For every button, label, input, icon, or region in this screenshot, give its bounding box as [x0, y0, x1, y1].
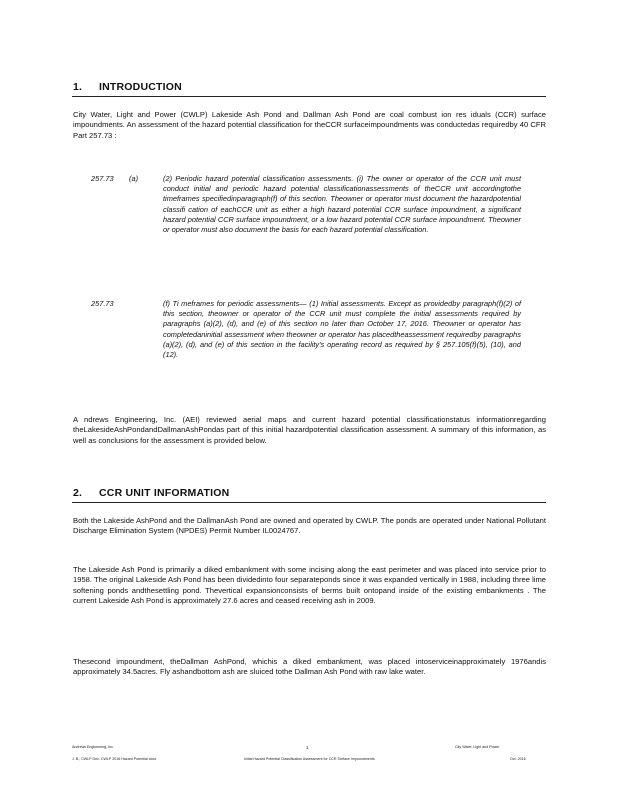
section-1-title: INTRODUCTION [99, 81, 182, 93]
ownership-paragraph: Both the Lakeside AshPond and the DallmanAsh Pond are owned and operated by CWLP. The ponds are operated under National Pollutant Discharge Elimination System (NPDES) Permit Number IL0024767. [73, 516, 546, 536]
lakeside-paragraph: The Lakeside Ash Pond is primarily a diked embankment with some incising along the east perimeter and was placed into service prior to 1958. The original Lakeside Ash Pond has been dividedinto four separateponds since it was expanded vertically in 1988, including three lime softening ponds andthesettling pond. Thevertical expansionconsists of berms built ontopand inside of the existing embankments . The current Lakeside Ash Pond is approximately 27.6 acres and ceased receiving ash in 2009. [73, 565, 546, 605]
section-1-heading [73, 81, 182, 93]
footer-page-number: 1 [306, 745, 309, 750]
quote-1-text: (2) Periodic hazard potential classification assessments. (i) The owner or operator of the CCR unit must conduct initial and periodic hazard potential classificationassessments of theCCR unit accordingtothe timeframes specifiedinparagraph(f) of this section. Theowner or operator must document the hazardpotential classifi cation of eachCCR unit as either a high hazard potential CCR surface impoundment, a significant hazard potential CCR surface impoundment, or a low hazard potential CCR surface impoundment. Theowner or operator must also document the basis for each hazard potential classification. [163, 174, 521, 235]
regulation-quote-1 [91, 174, 521, 235]
footer-company: Andrews Engineering, Inc. [72, 745, 114, 749]
section-1-rule [72, 96, 546, 97]
section-2-number: 2. [73, 487, 83, 499]
quote-2-reference: 257.73 [91, 299, 114, 308]
footer-filename: J. B., CWLP Dec. CWLP 2016 Hazard Potential docx [72, 757, 157, 761]
intro-paragraph: City Water, Light and Power (CWLP) Lakeside Ash Pond and Dallman Ash Pond are coal combust ion res iduals (CCR) surface impoundments. An assessment of the hazard potential classification for theCCR surfaceimpoundments was conductedas requiredby 40 CFR Part 257.73 : [73, 110, 546, 140]
section-2-title: CCR UNIT INFORMATION [99, 487, 230, 499]
quote-1-subsection: (a) [129, 174, 139, 183]
footer-document-title: Initial Hazard Potential Classification Assessment for CCR Surface Impoundments [244, 757, 375, 761]
quote-2-text: (f) Ti meframes for periodic assessments— (1) Initial assessments. Except as providedby paragraph(f)(2) of this section, theowner or operator of the CCR unit must complete the initial assessments required by paragraphs (a)(2), (d), and (e) of this section no later than October 17, 2016. Theowner or operator has completedaninitial assessment when theowner or operator has placedtheassessment requiredby paragraphs (a)(2), (d), and (e) of this section in the facility's operating record as required by § 257.105(f)(5), (10), and (12). [163, 299, 521, 360]
section-1-number: 1. [73, 81, 83, 93]
quote-1-reference: 257.73 [91, 174, 114, 183]
closing-paragraph: A ndrews Engineering, Inc. (AEI) reviewed aerial maps and current hazard potential classificationstatus informationregarding theLakesideAshPondandDallmanAshPondas part of this initial hazardpotential classification assessment. A summary of this information, as well as conclusions for the assessment is provided below. [73, 415, 546, 445]
section-2-heading [73, 487, 229, 499]
section-2-rule [72, 502, 546, 503]
dallman-paragraph: Thesecond impoundment, theDallman AshPond, whichis a diked embankment, was placed intoserviceinapproximately 1976andis approximately 34.5acres. Fly ashandbottom ash are sluiced tothe Dallman Ash Pond with raw lake water. [73, 657, 546, 677]
footer-date: Oct. 2016 [510, 757, 526, 761]
footer-client: City Water, Light and Power [455, 745, 500, 749]
regulation-quote-2 [91, 299, 521, 360]
